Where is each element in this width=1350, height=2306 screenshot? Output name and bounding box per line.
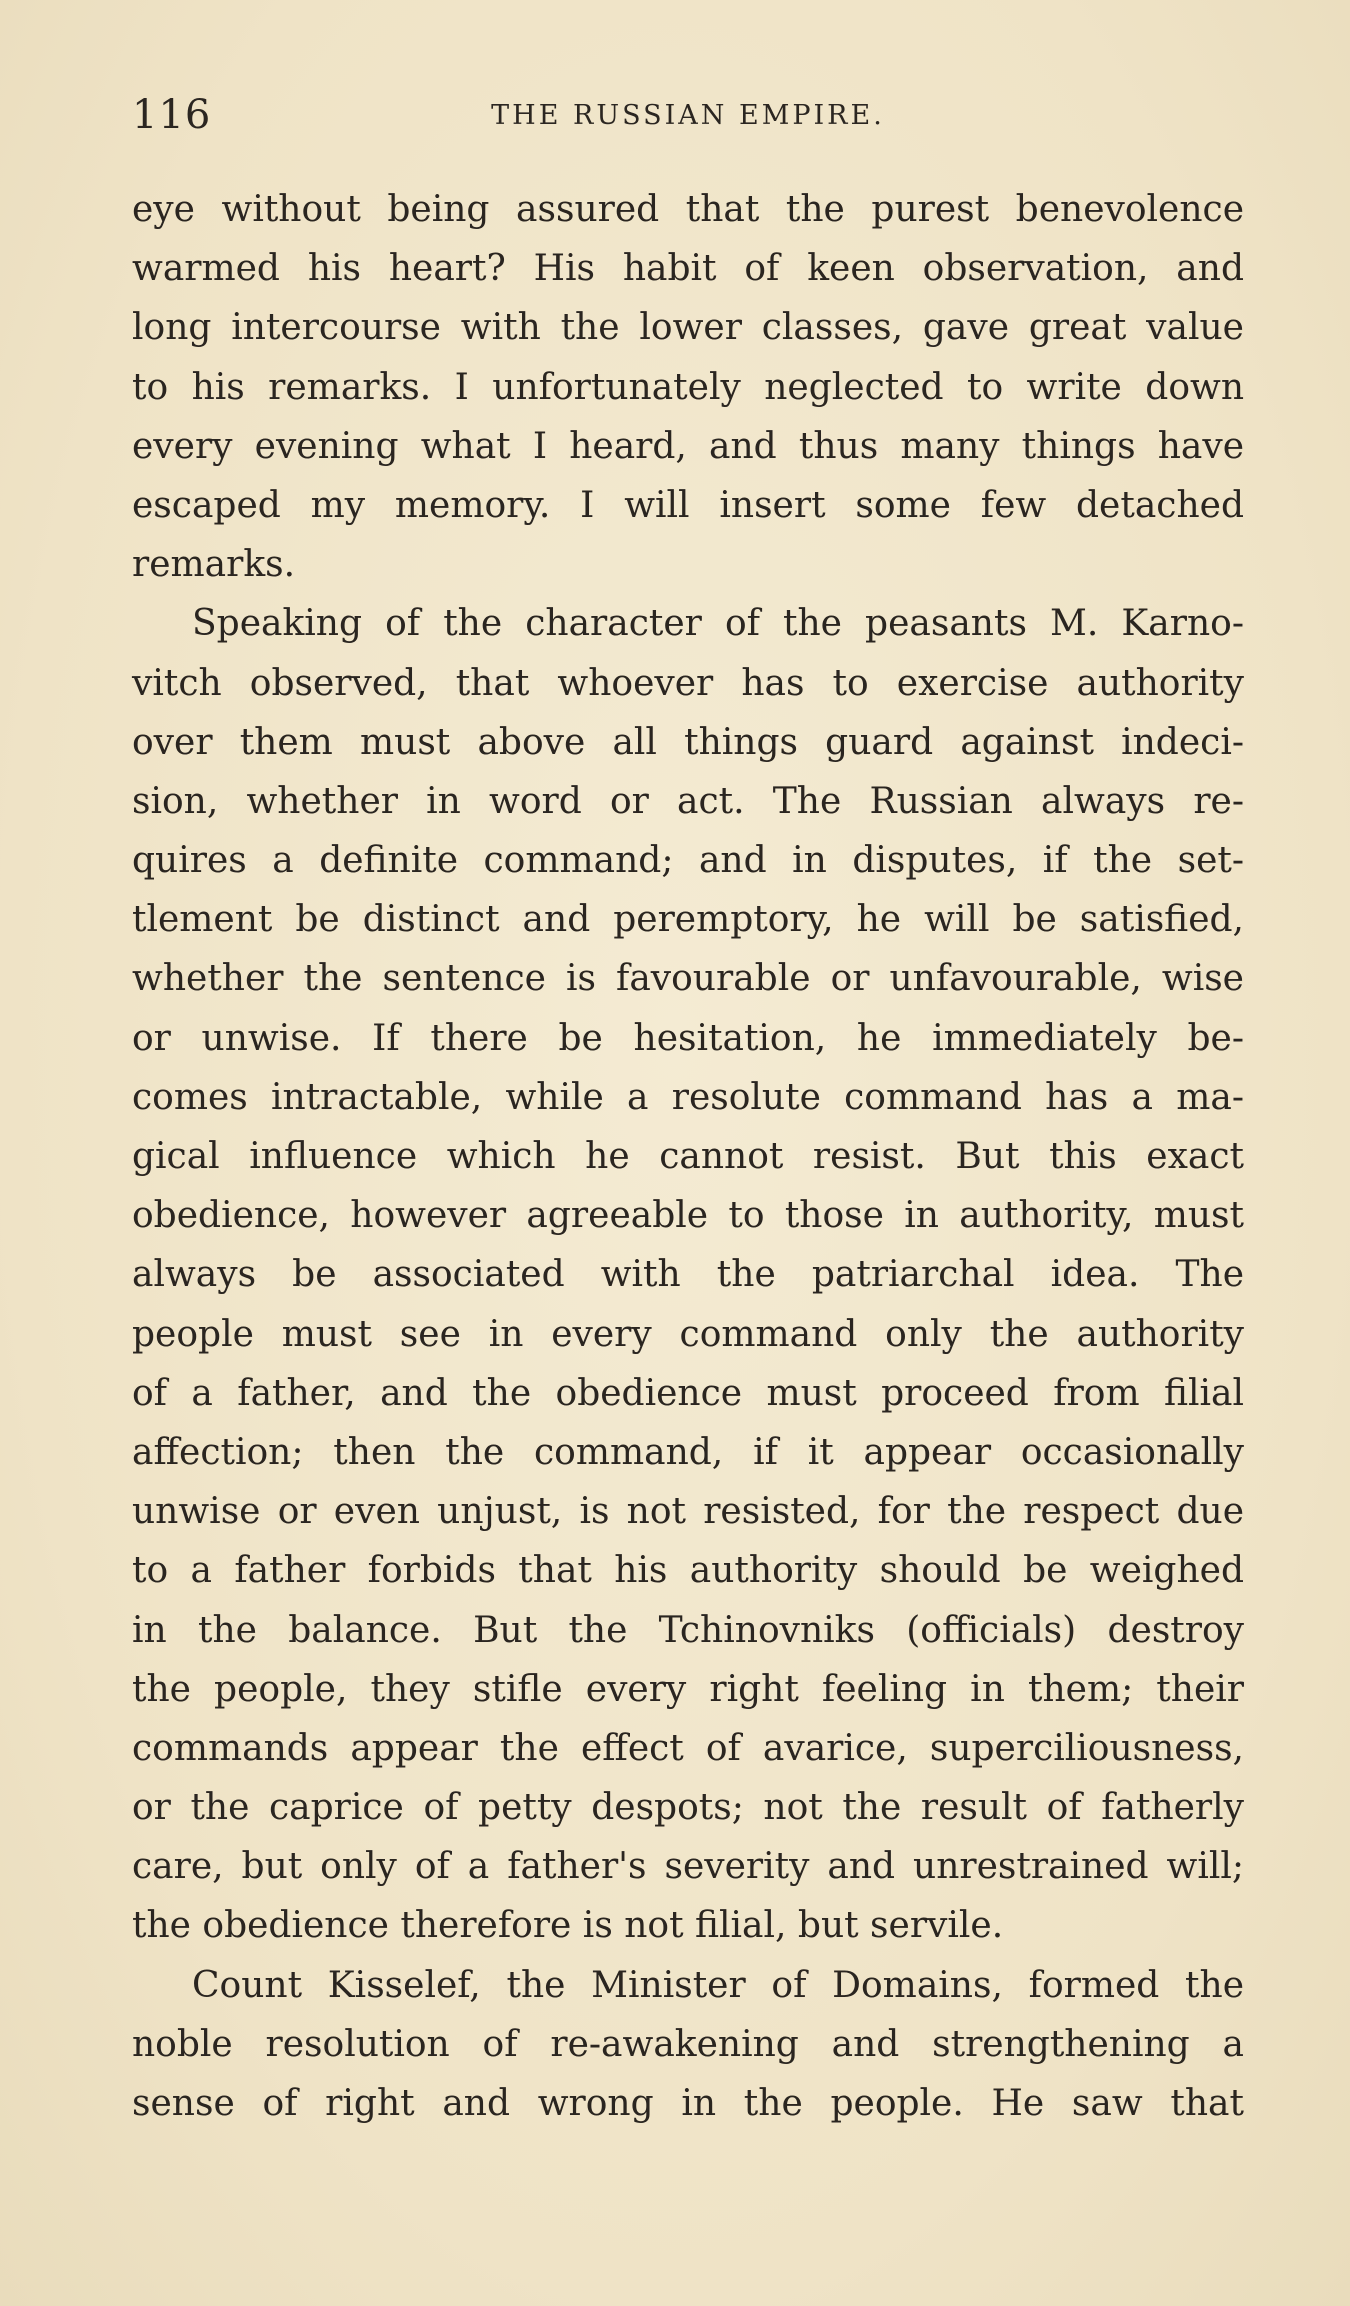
text-line: Speaking of the character of the peasants M. Karno- xyxy=(192,603,1244,645)
text-line: or the caprice of petty despots; not the result of fatherly xyxy=(132,1787,1244,1829)
text-line: comes intractable, while a resolute command has a ma- xyxy=(132,1076,1244,1118)
text-line: the people, they stifle every right feeling in them; their xyxy=(132,1668,1244,1710)
text-line: to his remarks. I unfortunately neglected to write down xyxy=(132,366,1244,408)
text-line: or unwise. If there be hesitation, he immediately be- xyxy=(132,1017,1244,1059)
text-line: in the balance. But the Tchinovniks (officials) destroy xyxy=(132,1609,1244,1651)
text-line: sion, whether in word or act. The Russian always re- xyxy=(132,780,1244,822)
page-number: 116 xyxy=(132,92,212,138)
text-line: whether the sentence is favourable or unfavourable, wise xyxy=(132,958,1244,1000)
text-line: sense of right and wrong in the people. He saw that xyxy=(132,2083,1244,2124)
text-line: the obedience therefore is not filial, but servile. xyxy=(132,1905,1004,1947)
text-line: remarks. xyxy=(132,544,296,586)
text-line: quires a definite command; and in disputes, if the set- xyxy=(132,840,1244,882)
text-line: long intercourse with the lower classes, gave great value xyxy=(132,307,1244,349)
text-line: tlement be distinct and peremptory, he will be satisfied, xyxy=(132,899,1244,941)
text-line: of a father, and the obedience must proceed from filial xyxy=(132,1372,1244,1414)
text-line: every evening what I heard, and thus many things have xyxy=(132,425,1244,467)
text-line: to a father forbids that his authority should be weighed xyxy=(132,1550,1244,1592)
text-line: people must see in every command only the authority xyxy=(132,1313,1244,1355)
text-line: gical influence which he cannot resist. But this exact xyxy=(132,1136,1244,1177)
text-line: vitch observed, that whoever has to exercise authority xyxy=(132,662,1244,704)
text-line: eye without being assured that the purest benevolence xyxy=(132,189,1244,230)
text-line: always be associated with the patriarchal idea. The xyxy=(132,1254,1244,1296)
page-header xyxy=(132,92,1244,152)
text-line: commands appear the effect of avarice, superciliousness, xyxy=(132,1727,1244,1769)
text-line: noble resolution of re-awakening and strengthening a xyxy=(132,2023,1244,2065)
text-line: affection; then the command, if it appear occasionally xyxy=(132,1431,1244,1473)
text-line: escaped my memory. I will insert some few detached xyxy=(132,484,1244,526)
text-line: Count Kisselef, the Minister of Domains, formed the xyxy=(192,1964,1244,2006)
text-line: obedience, however agreeable to those in authority, must xyxy=(132,1195,1244,1237)
text-line: care, but only of a father's severity and unrestrained will; xyxy=(132,1846,1244,1888)
running-head: THE RUSSIAN EMPIRE. xyxy=(491,100,885,131)
text-line: over them must above all things guard against indeci- xyxy=(132,721,1244,763)
text-line: warmed his heart? His habit of keen observation, and xyxy=(132,248,1244,290)
text-line: unwise or even unjust, is not resisted, for the respect due xyxy=(132,1491,1244,1533)
body-text xyxy=(132,180,1244,2133)
